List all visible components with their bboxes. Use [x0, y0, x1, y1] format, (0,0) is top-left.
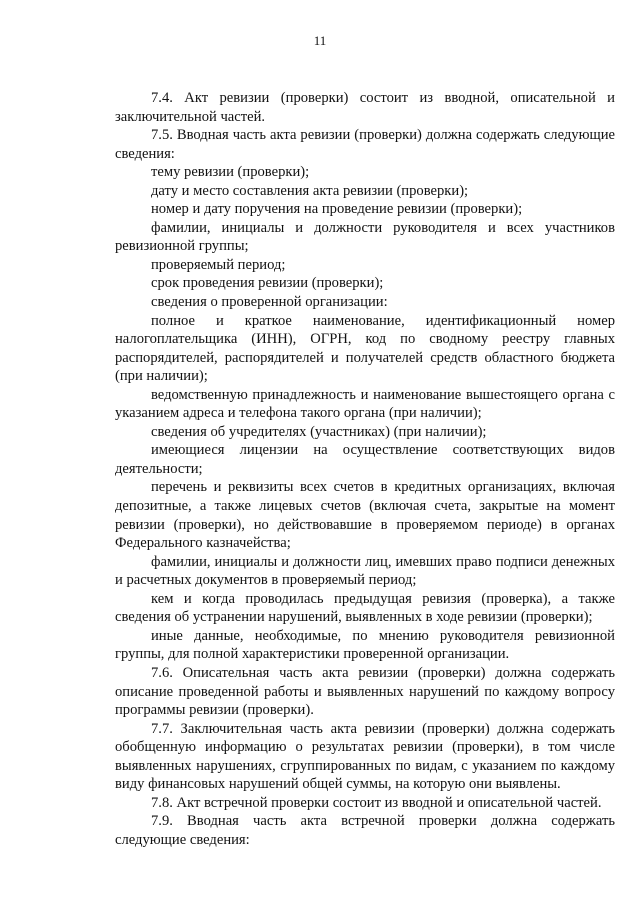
list-item-duration: срок проведения ревизии (проверки);: [151, 275, 384, 292]
list-item-period: проверяемый период;: [151, 256, 286, 273]
list-item-accounts: перечень и реквизиты всех счетов в кредитных организациях, включая депозитные, а также лицевых счетов (включая счета, закрытые на момент ревизии (проверки), но действовавшие в проверяемом периоде) в органах Федерального казначейства;: [115, 479, 615, 552]
list-item-full-name: полное и краткое наименование, идентификационный номер налогоплательщика (ИНН), ОГРН, код по сводному реестру главных распорядителей, распорядителей и получателей средств областного бюджета (при наличии);: [115, 312, 615, 385]
list-item-affiliation: ведомственную принадлежность и наименование вышестоящего органа с указанием адреса и телефона такого органа (при наличии);: [115, 386, 615, 422]
list-item-previous-audit: кем и когда проводилась предыдущая ревизия (проверка), а также сведения об устранении нарушений, выявленных в ходе ревизии (проверки);: [115, 590, 615, 626]
paragraph-7-6: 7.6. Описательная часть акта ревизии (проверки) должна содержать описание проведенной работы и выявленных нарушений по каждому вопросу программы ревизии (проверки).: [115, 664, 615, 719]
list-item-order-number: номер и дату поручения на проведение ревизии (проверки);: [151, 201, 523, 218]
list-item-topic: тему ревизии (проверки);: [151, 164, 310, 181]
page-number: 11: [313, 33, 327, 48]
list-item-licenses: имеющиеся лицензии на осуществление соответствующих видов деятельности;: [115, 442, 615, 477]
document-body: [115, 89, 615, 849]
list-item-other-data: иные данные, необходимые, по мнению руководителя ревизионной группы, для полной характеристики проверенной организации.: [115, 627, 615, 663]
paragraph-7-8: 7.8. Акт встречной проверки состоит из вводной и описательной частей.: [151, 794, 602, 811]
list-item-founders: сведения об учредителях (участниках) (при наличии);: [151, 423, 487, 440]
paragraph-7-4: 7.4. Акт ревизии (проверки) состоит из вводной, описательной и заключительной частей.: [115, 90, 615, 125]
paragraph-7-7: 7.7. Заключительная часть акта ревизии (проверки) должна содержать обобщенную информацию о результатах ревизии (проверки), в том числе выявленных нарушениях, сгруппированных по видам, с указанием по каждому виду финансовых нарушений общей суммы, на которую они выявлены.: [115, 720, 615, 793]
paragraph-7-9: 7.9. Вводная часть акта встречной проверки должна содержать следующие сведения:: [115, 813, 615, 848]
list-item-date-place: дату и место составления акта ревизии (проверки);: [151, 182, 469, 199]
paragraph-7-5: 7.5. Вводная часть акта ревизии (проверки) должна содержать следующие сведения:: [115, 127, 615, 162]
list-item-signatories: фамилии, инициалы и должности лиц, имевших право подписи денежных и расчетных документов в проверяемый период;: [115, 553, 615, 589]
list-item-organization-info: сведения о проверенной организации:: [151, 294, 388, 311]
list-item-team-members: фамилии, инициалы и должности руководителя и всех участников ревизионной группы;: [115, 219, 615, 255]
